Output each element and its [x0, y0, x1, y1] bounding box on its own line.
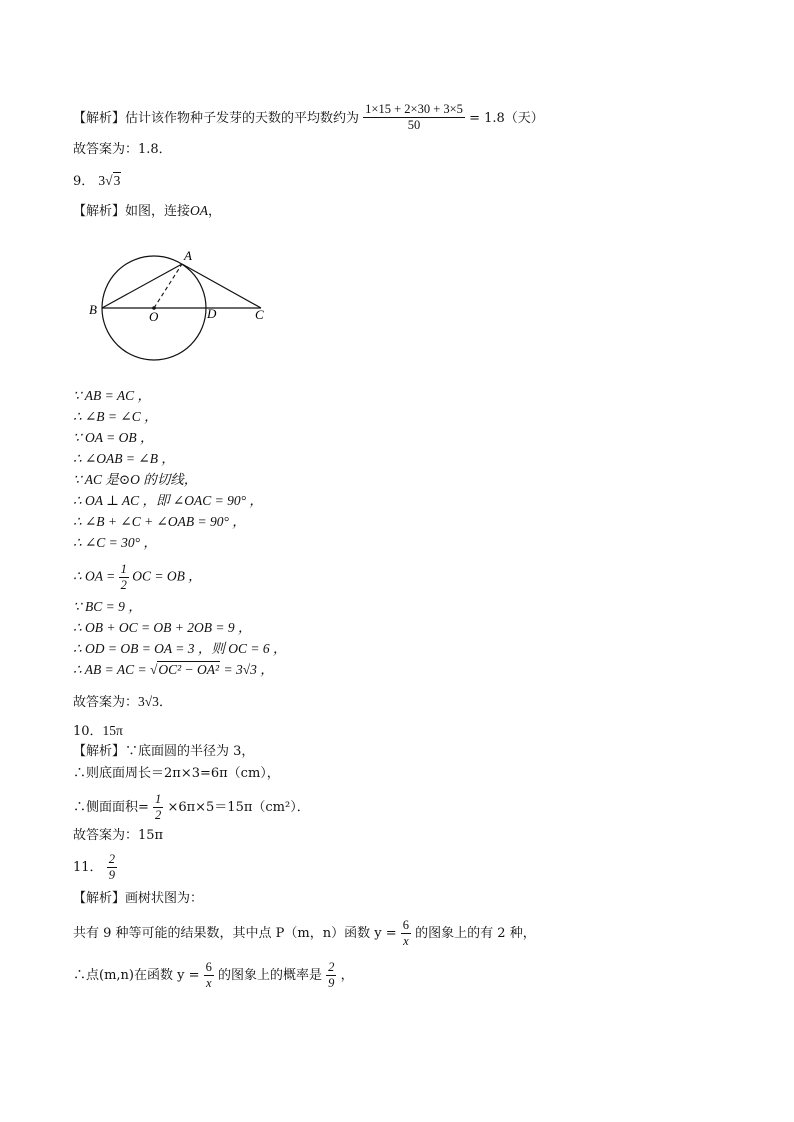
label-a: A	[184, 248, 192, 263]
frac-num: 6	[402, 918, 410, 932]
fraction-half	[119, 562, 129, 593]
frac-den: x	[403, 934, 409, 948]
line-ac	[182, 264, 261, 308]
step-last-post: = 3√3 ，	[223, 662, 274, 677]
step-half-pre: ∴ OA =	[73, 568, 116, 584]
answer-pre: 故答案为：	[73, 695, 139, 710]
jiexi-tag: 【解析】	[73, 204, 126, 219]
sec10-answer: 故答案为：15π	[73, 828, 164, 843]
line-oa	[154, 264, 182, 308]
frac-den: 2	[120, 578, 127, 592]
line1-pre: 共有 9 种等可能的结果数，其中点 P（m，n）函数 y =	[73, 926, 397, 941]
fraction-6-x	[401, 918, 411, 949]
answer-post: ．	[158, 695, 172, 710]
sec9-ans-rad: 3	[113, 173, 121, 188]
step-last-radicand: OC² − OA²	[158, 662, 220, 677]
line3-post: ×6π×5＝15π（cm²）．	[167, 800, 310, 815]
sec10-line2: ∴则底面周长＝2π×3=6π（cm），	[73, 766, 280, 781]
proof-step: ∴ OA ⊥ AC ，即 ∠OAC = 90° ，	[73, 493, 263, 508]
sec10-num: 10．	[73, 724, 103, 739]
sec11-tree-text: 画树状图为：	[125, 891, 204, 906]
sec8-answer: 故答案为：1.8．	[73, 142, 172, 157]
sec11-line2	[73, 960, 354, 991]
sec11-tree	[73, 889, 203, 909]
frac-den: 9	[108, 868, 115, 882]
jiexi-tag: 【解析】	[73, 891, 126, 906]
fraction-2-9	[326, 960, 336, 991]
frac-num: 6	[205, 960, 212, 974]
sec8-explanation	[73, 104, 544, 133]
proof-step: ∴ OB + OC = OB + 2OB = 9 ，	[73, 620, 252, 635]
proof-step: ∵ AB = AC ，	[73, 388, 151, 403]
answer-val: 3√3	[138, 694, 159, 709]
frac-num: 2	[108, 852, 115, 866]
frac-num: 1	[155, 792, 162, 806]
sec9-num: 9．	[73, 174, 95, 189]
label-o: O	[149, 309, 159, 324]
sec9-header: 9． 3√3	[73, 173, 121, 189]
sec9-intro-text: 如图，连接	[125, 204, 191, 219]
circle-tangent-figure	[86, 248, 276, 364]
proof-step: ∴ ∠B = ∠C ，	[73, 409, 158, 424]
sec10-ans: 15π	[102, 723, 123, 738]
sec11-ans-fraction	[107, 852, 117, 883]
label-d: D	[207, 306, 217, 321]
sec10-line1-text: ∵底面圆的半径为 3，	[125, 744, 255, 759]
proof-step: ∴ ∠OAB = ∠B ，	[73, 451, 175, 466]
jiexi-tag: 【解析】	[73, 744, 126, 759]
frac-num: 1	[120, 562, 127, 576]
line2-mid: 的图象上的概率是	[218, 968, 323, 983]
jiexi-tag: 【解析】	[73, 111, 126, 126]
proof-step: ∵ OA = OB ，	[73, 430, 154, 445]
fraction-half	[153, 792, 163, 823]
line3-pre: ∴侧面面积=	[73, 800, 149, 815]
label-b: B	[89, 302, 97, 317]
step-half-post: OC = OB ，	[132, 568, 202, 584]
line2-pre: ∴点(m,n)在函数 y =	[73, 968, 200, 983]
sec10-line3	[73, 792, 310, 823]
line2-post: ，	[340, 968, 354, 983]
sec8-text-a: 估计该作物种子发芽的天数的平均数约为	[125, 111, 360, 126]
frac-den: 2	[155, 808, 162, 822]
sec8-fraction	[363, 102, 465, 133]
sec8-frac-den: 50	[407, 118, 421, 132]
line-ab	[102, 264, 182, 308]
sec10-header	[73, 721, 123, 742]
proof-step-last: ∴ AB = AC = √OC² − OA² = 3√3 ，	[73, 662, 274, 677]
proof-step: ∵ AC 是⊙O 的切线，	[73, 472, 198, 487]
sec11-header	[73, 852, 117, 883]
label-c: C	[255, 307, 264, 322]
sec9-ans-coef: 3	[98, 173, 106, 188]
sec9-intro-var: OA	[190, 203, 209, 218]
proof-step: ∴ ∠C = 30° ，	[73, 535, 157, 550]
sec8-frac-num: 1×15 + 2×30 + 3×5	[365, 102, 463, 116]
sec10-line1	[73, 742, 254, 762]
proof-step: ∴ ∠B + ∠C + ∠OAB = 90° ，	[73, 514, 246, 529]
frac-num: 2	[328, 960, 335, 974]
sec11-line1	[73, 918, 536, 949]
sec9-answer	[73, 692, 172, 713]
sec9-intro	[73, 201, 221, 222]
proof-step: ∵ BC = 9 ，	[73, 599, 142, 614]
frac-den: x	[205, 976, 212, 990]
sec8-text-b: = 1.8（天）	[469, 111, 544, 126]
line1-post: 的图象上的有 2 种，	[415, 926, 536, 941]
step-last-pre: ∴ AB = AC =	[73, 662, 147, 677]
frac-den: 9	[328, 976, 335, 990]
proof-step-half	[73, 562, 202, 593]
proof-step: ∴ OD = OB = OA = 3 ，则 OC = 6 ，	[73, 641, 287, 656]
sec11-num: 11．	[73, 860, 103, 875]
sec9-intro-end: ，	[208, 204, 222, 219]
fraction-6-x	[204, 960, 214, 991]
